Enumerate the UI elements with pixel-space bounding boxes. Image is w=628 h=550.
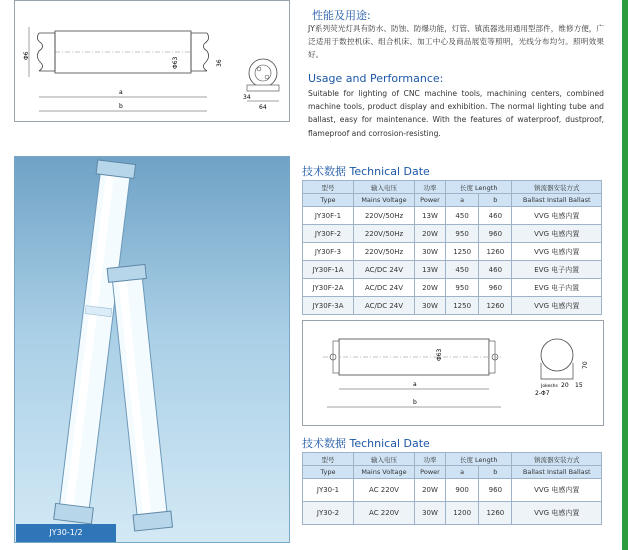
cell-a: 900 [446,479,479,502]
table2-header-power-cn: 功率 [415,453,446,466]
table2-header-power-en: Power [415,466,446,479]
cell-power: 30W [415,297,446,315]
cell-voltage: AC/DC 24V [354,261,415,279]
cell-b: 460 [479,261,512,279]
cell-a: 950 [446,225,479,243]
mid-dim-holes: 2-Φ7 [535,390,550,397]
table1-header-length: 长度 Length [446,181,512,194]
cell-power: 20W [415,225,446,243]
dim-a: a [119,89,123,96]
cell-voltage: 220V/50Hz [354,225,415,243]
table2-header-type-en: Type [303,466,354,479]
cell-ballast: EVG 电子内置 [512,279,602,297]
cell-b: 1260 [479,297,512,315]
photo-caption [16,524,116,542]
table2-header-length: 长度 Length [446,453,512,466]
dim-34: 34 [243,94,251,101]
intro-title-en: Usage and Performance: [308,72,444,85]
mid-dim-20: 20 [561,382,569,389]
spec-table-1 [302,180,602,315]
cell-a: 1250 [446,297,479,315]
cell-ballast: VVG 电感内置 [512,502,602,525]
mid-dim-70: 70 [582,361,589,369]
cell-ballast: VVG 电感内置 [512,297,602,315]
table-row [303,297,602,315]
mid-dim-phi63: Φ63 [436,348,443,361]
table-row [303,243,602,261]
cell-power: 20W [415,479,446,502]
cell-power: 20W [415,279,446,297]
table-row [303,502,602,525]
cell-type: JY30F-1 [303,207,354,225]
cell-a: 1200 [446,502,479,525]
cell-b: 460 [479,207,512,225]
table1-header-type-en: Type [303,194,354,207]
mid-detail-label: Jokeshs [541,384,558,389]
cell-b: 960 [479,225,512,243]
table1-header-b: b [479,194,512,207]
table1-header-a: a [446,194,479,207]
product-photo-svg [15,157,289,542]
spec-table-2 [302,452,602,525]
table2-header-type-cn: 型号 [303,453,354,466]
table1-header-power-cn: 功率 [415,181,446,194]
cell-voltage: AC/DC 24V [354,279,415,297]
table1-header-volt-en: Mains Voltage [354,194,415,207]
cell-power: 13W [415,207,446,225]
table2-header-volt-cn: 输入电压 [354,453,415,466]
cell-a: 450 [446,261,479,279]
cell-b: 1260 [479,502,512,525]
cell-type: JY30-1 [303,479,354,502]
table1-header-ballast-cn: 镇流器安装方式 [512,181,602,194]
mid-dim-a: a [413,381,417,388]
cell-type: JY30F-3A [303,297,354,315]
table-row [303,225,602,243]
table2-header-ballast-en: Ballast Install Ballast [512,466,602,479]
table2-header-volt-en: Mains Voltage [354,466,415,479]
mid-dim-b: b [413,399,417,406]
cell-b: 960 [479,479,512,502]
cell-ballast: VVG 电感内置 [512,479,602,502]
page-edge-strip [622,0,628,550]
cell-voltage: AC 220V [354,502,415,525]
cell-ballast: VVG 电感内置 [512,207,602,225]
cell-power: 13W [415,261,446,279]
cell-voltage: AC/DC 24V [354,297,415,315]
table2-header-ballast-cn: 镇流器安装方式 [512,453,602,466]
cell-b: 960 [479,279,512,297]
cell-ballast: EVG 电子内置 [512,261,602,279]
table-row [303,279,602,297]
cell-power: 30W [415,243,446,261]
cell-a: 450 [446,207,479,225]
cell-type: JY30-2 [303,502,354,525]
intro-title-cn: 性能及用途: [312,9,371,22]
cell-type: JY30F-2 [303,225,354,243]
table-row [303,479,602,502]
table1-header-type-cn: 型号 [303,181,354,194]
table1-header-ballast-en: Ballast Install Ballast [512,194,602,207]
dim-36: 36 [216,59,223,67]
cell-voltage: 220V/50Hz [354,207,415,225]
cell-ballast: VVG 电感内置 [512,243,602,261]
intro-body-en: Suitable for lighting of CNC machine tools, machining centers, combined machine tools, product display and exhibition. The normal lighting tube and ballast, easy for maintenance. With the features of waterproof, dustproof, flameproof and corrosion-resisting. [308,89,604,138]
table2-header-a: a [446,466,479,479]
mid-dim-15: 15 [575,382,583,389]
table-row [303,261,602,279]
table-row [303,207,602,225]
mid-dimension-drawing [302,320,604,426]
dim-phi63: Φ63 [172,56,179,69]
table2-header-b: b [479,466,512,479]
cell-voltage: AC 220V [354,479,415,502]
dim-phi6: Φ6 [23,51,30,60]
cell-type: JY30F-3 [303,243,354,261]
top-dimension-drawing [14,0,290,122]
dim-b: b [119,103,123,110]
mid-drawing-svg [303,321,603,425]
cell-b: 1260 [479,243,512,261]
cell-type: JY30F-1A [303,261,354,279]
cell-type: JY30F-2A [303,279,354,297]
table1-title: 技术数据 Technical Date [302,165,430,178]
intro-body-cn: JY系列荧光灯具有防水、防蚀、防爆功能，灯管、镇流器选用通用型部件，维修方便，广泛适用于数控机床、组合机床、加工中心及商品展览等照明，光线分布均匀。照明效果好。 [308,24,604,60]
photo-caption-text: JY30-1/2 [49,528,83,537]
top-drawing-svg [15,1,289,121]
table1-header-power-en: Power [415,194,446,207]
cell-power: 30W [415,502,446,525]
table1-header-volt-cn: 输入电压 [354,181,415,194]
cell-a: 1250 [446,243,479,261]
cell-voltage: 220V/50Hz [354,243,415,261]
table2-title: 技术数据 Technical Date [302,437,430,450]
cell-a: 950 [446,279,479,297]
cell-ballast: VVG 电感内置 [512,225,602,243]
product-photo [14,156,290,543]
dim-64: 64 [259,104,267,111]
